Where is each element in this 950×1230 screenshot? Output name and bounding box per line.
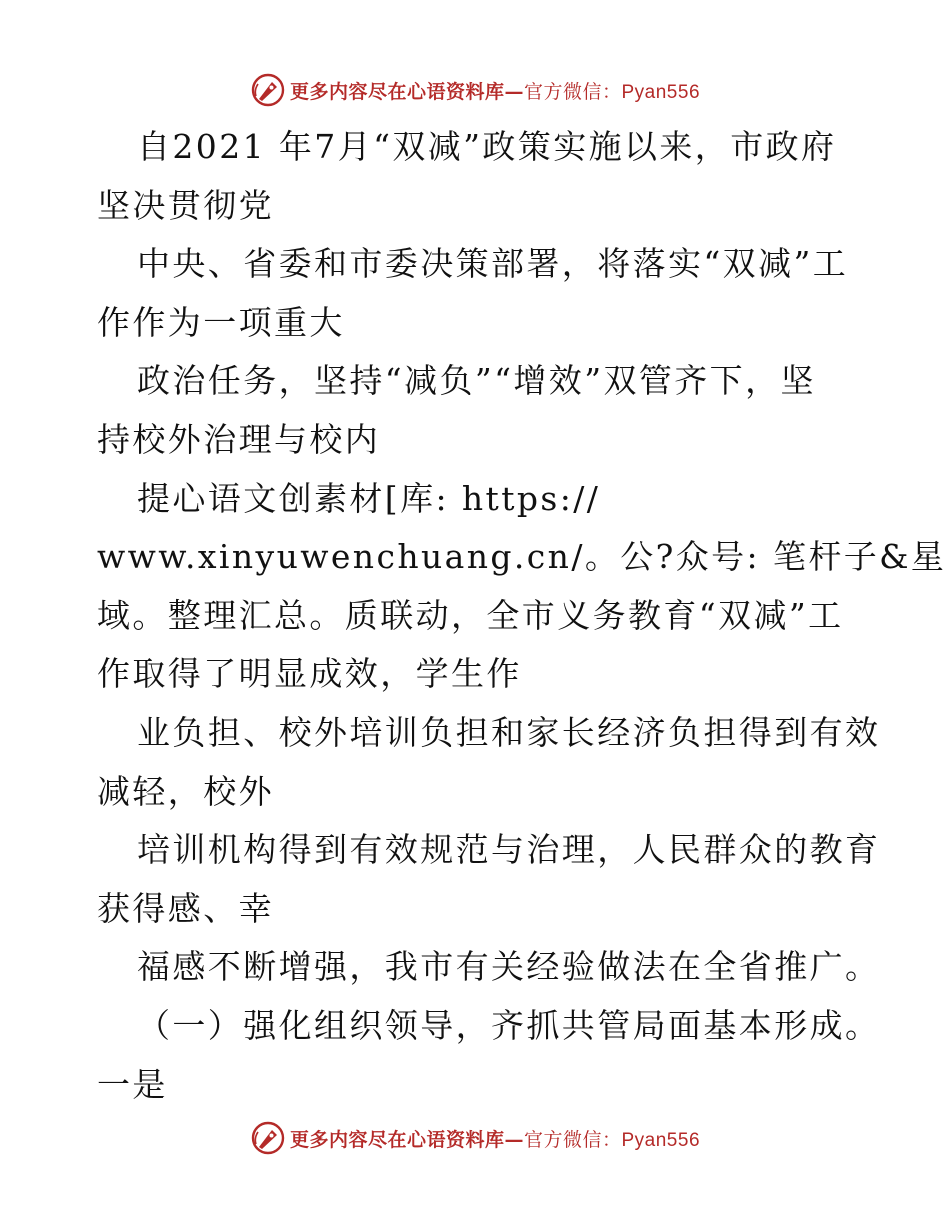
text-line: 政治任务，坚持“减负”“增效”双管齐下，坚 <box>137 361 816 401</box>
text-line: 一是 <box>97 1064 168 1104</box>
watermark-separator: — <box>504 1128 524 1151</box>
text-line: 提心语文创素材[库: https:// <box>137 478 601 518</box>
text-line: 福感不断增强，我市有关经验做法在全省推广。 <box>137 947 881 987</box>
text-line: 减轻，校外 <box>97 771 274 811</box>
watermark-separator: — <box>504 80 524 103</box>
header-watermark <box>0 70 950 110</box>
text-line: 培训机构得到有效规范与治理，人民群众的教育 <box>137 830 881 870</box>
watermark-brand: 更多内容尽在心语资料库 <box>289 80 505 103</box>
text-line: 中央、省委和市委决策部署，将落实“双减”工 <box>137 244 849 284</box>
footer-watermark <box>0 1118 950 1158</box>
text-line: 作取得了明显成效，学生作 <box>97 654 522 694</box>
watermark-contact-label: 官方微信： <box>523 1128 622 1151</box>
watermark-text <box>290 1125 700 1152</box>
text-line: 域。整理汇总。质联动，全市义务教育“双减”工 <box>97 595 844 635</box>
text-line: 持校外治理与校内 <box>97 419 381 459</box>
text-line: （一）强化组织领导，齐抓共管局面基本形成。 <box>137 1005 881 1045</box>
body-text <box>97 118 947 1114</box>
pen-nib-logo-icon <box>250 1120 286 1156</box>
watermark-contact-label: 官方微信： <box>523 80 622 103</box>
text-line: 作作为一项重大 <box>97 302 345 342</box>
text-line: 获得感、幸 <box>97 888 274 928</box>
text-line: 自2021 年7月“双减”政策实施以来，市政府 <box>137 127 837 166</box>
pen-nib-logo-icon <box>250 72 286 108</box>
watermark-contact-id: Pyan556 <box>621 1129 701 1151</box>
text-line: 业负担、校外培训负担和家长经济负担得到有效 <box>137 712 881 752</box>
watermark-contact-id: Pyan556 <box>621 81 701 103</box>
text-line: www.xinyuwenchuang.cn/。公?众号: 笔杆子&星 <box>97 537 947 577</box>
watermark-brand: 更多内容尽在心语资料库 <box>289 1128 505 1151</box>
watermark-text <box>290 77 700 104</box>
text-line: 坚决贯彻党 <box>97 185 274 225</box>
